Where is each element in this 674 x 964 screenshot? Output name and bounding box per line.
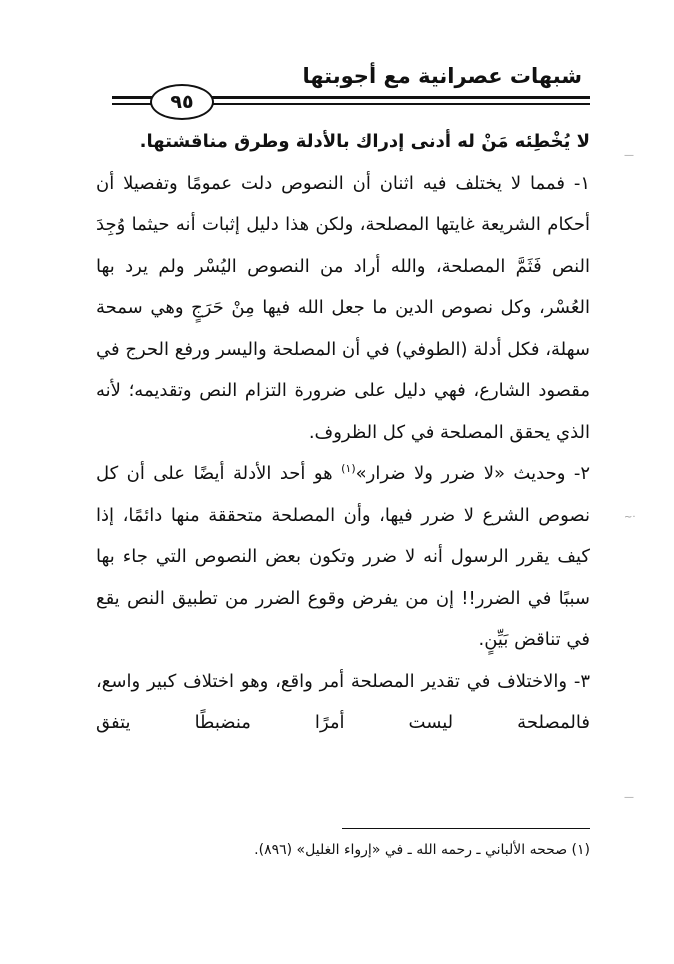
margin-mark: — bbox=[624, 792, 634, 803]
paragraph-2 bbox=[96, 453, 590, 661]
page-number: ٩٥ bbox=[150, 84, 214, 120]
margin-mark: — bbox=[624, 150, 634, 161]
paragraph-2-rest: هو أحد الأدلة أيضًا على أن كل نصوص الشرع لا ضرر فيها، وأن المصلحة متحققة منها دائمًا، إذا كيف يقرر الرسول أنه لا ضرر وتكون بعض النصوص التي جاء بها سببًا في الضرر!! إن من يفرض وقوع الضرر من تطبيق النص يقع في تناقض بَيِّنٍ. bbox=[96, 463, 590, 650]
lead-line: لا يُخْطِئه مَنْ له أدنى إدراك بالأدلة وطرق مناقشتها. bbox=[139, 131, 590, 152]
paragraph-1: ١- فمما لا يختلف فيه اثنان أن النصوص دلت عمومًا وتفصيلا أن أحكام الشريعة غايتها المصلحة، ولكن هذا دليل إثبات أنه حيثما وُجِدَ النص فَثَمَّ المصلحة، والله أراد من النصوص اليُسْر ولم يرد بها العُسْر، وكل نصوص الدين ما جعل الله فيها مِنْ حَرَجٍ وهي سمحة سهلة، فكل أدلة (الطوفي) في أن المصلحة واليسر ورفع الحرج في مقصود الشارع، فهي دليل على ضرورة التزام النص وتقديمه؛ لأنه الذي يحقق المصلحة في كل الظروف. bbox=[96, 172, 590, 443]
footnote: (١) صححه الألباني ـ رحمه الله ـ في «إرواء الغليل» (٨٩٦). bbox=[254, 842, 590, 858]
margin-mark: ·~ bbox=[624, 512, 636, 523]
paragraph-3: ٣- والاختلاف في تقدير المصلحة أمر واقع، وهو اختلاف كبير واسع، فالمصلحة ليست أمرًا منضبطًا يتفق bbox=[96, 670, 590, 733]
footnote-rule bbox=[342, 828, 590, 829]
page-body bbox=[96, 121, 590, 744]
paragraph-2-start: ٢- وحديث «لا ضرر ولا ضرار» bbox=[355, 463, 590, 484]
footnote-ref: (١) bbox=[341, 462, 356, 475]
running-header-title: شبهات عصرانية مع أجوبتها bbox=[302, 64, 582, 88]
